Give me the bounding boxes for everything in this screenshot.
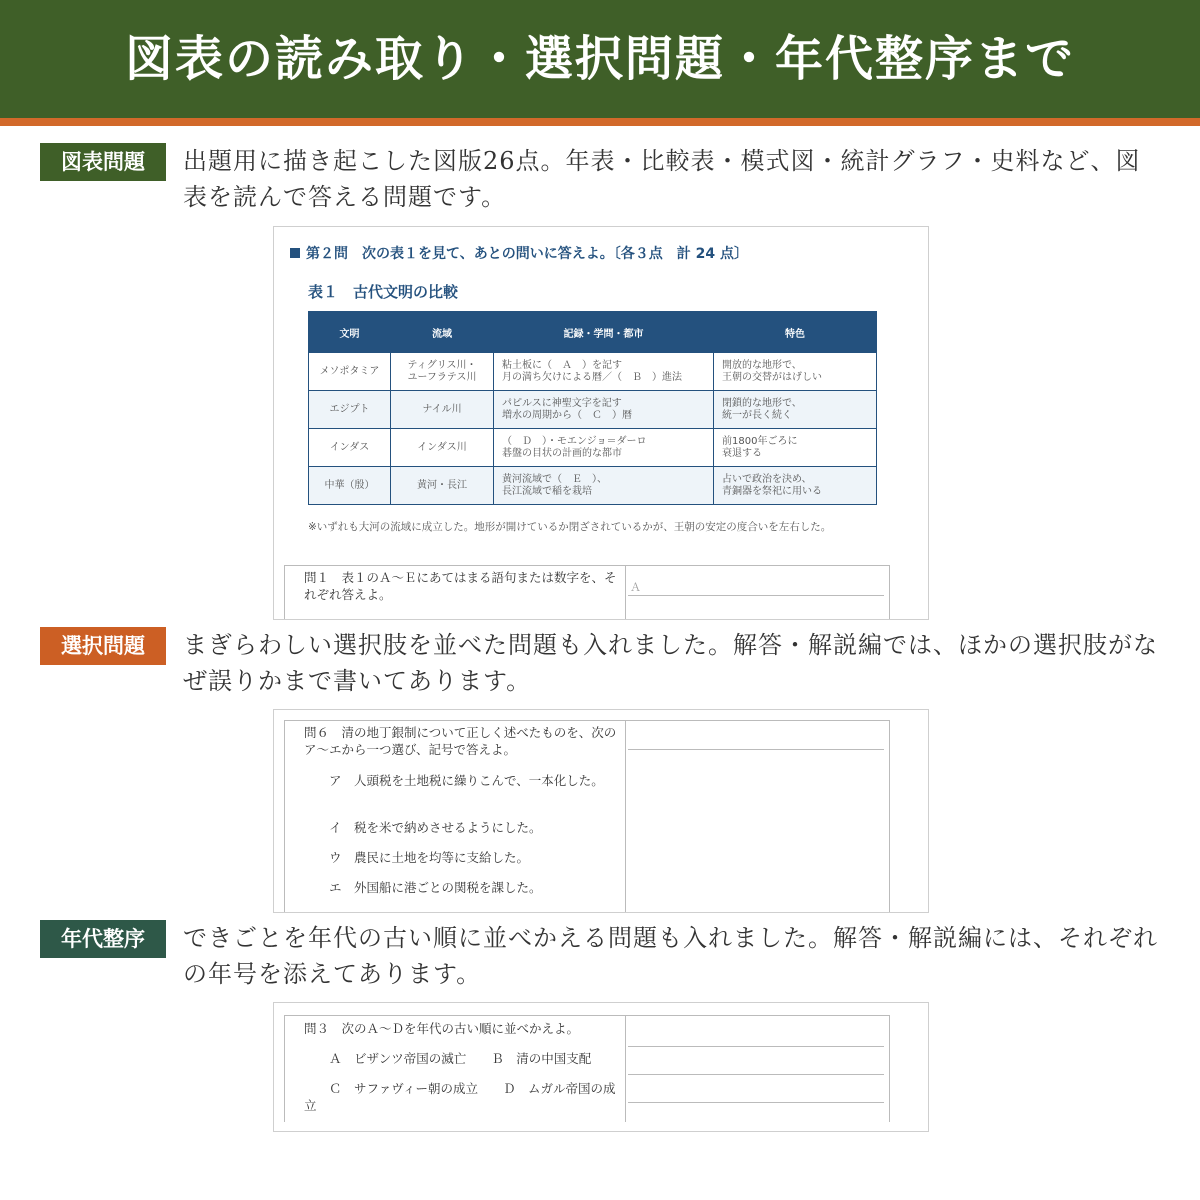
table-row [309,353,877,391]
section-tag-chronology: 年代整序 [40,920,166,958]
question-heading: 第２問 次の表１を見て、あとの問いに答えよ。〔各３点 計 24 点〕 [290,243,748,263]
table-cell: 中華（殷） [309,467,391,505]
column-header: 特色 [714,312,877,353]
sample-choice-question-panel [273,709,929,913]
section-desc-choice: まぎらわしい選択肢を並べた問題も入れました。解答・解説編では、ほかの選択肢がなぜ誤りかまで書いてあります。 [183,631,1158,695]
section-tag-choice: 選択問題 [40,627,166,665]
answer-column-divider [625,566,626,620]
column-header: 記録・学問・都市 [494,312,714,353]
square-bullet-icon [290,248,300,258]
civilization-table [308,311,877,505]
table-caption: 表１ 古代文明の比較 [308,283,459,301]
table-cell: 黄河・長江 [391,467,494,505]
table-cell: インダス [309,429,391,467]
answer-column-divider [625,1016,626,1122]
table-cell: パピルスに神聖文字を記す 増水の周期から（ Ｃ ）暦 [494,391,714,429]
answer-line [628,749,884,750]
chronology-item: Ａ ビザンツ帝国の滅亡 Ｂ 清の中国支配 [304,1051,592,1066]
answer-label: Ａ [630,581,641,594]
choice-option: エ 外国船に港ごとの関税を課した。 [304,880,542,895]
table-cell: 黄河流域で（ Ｅ ）、 長江流域で稲を栽培 [494,467,714,505]
table-cell: 開放的な地形で、 王朝の交替がはげしい [714,353,877,391]
answer-column-divider [625,721,626,913]
sample-chronology-question-panel [273,1002,929,1132]
section-tag-figure: 図表問題 [40,143,166,181]
page-title: 図表の読み取り・選択問題・年代整序まで [124,31,1075,87]
answer-line [628,595,884,596]
question-text: 問１ 表１のＡ～Ｅにあてはまる語句または数字を、それぞれ答えよ。 [304,570,617,602]
table-cell: エジプト [309,391,391,429]
table-cell: （ Ｄ ）・モエンジョ＝ダーロ 碁盤の目状の計画的な都市 [494,429,714,467]
question-text: 問６ 清の地丁銀制について正しく述べたものを、次のア～エから一つ選び、記号で答えよ。 [304,725,617,757]
answer-line [628,1074,884,1075]
table-row [309,467,877,505]
sample-figure-question-panel [273,226,929,620]
chronology-item: Ｃ サファヴィー朝の成立 Ｄ ムガル帝国の成立 [304,1081,616,1113]
choice-option: ウ 農民に土地を均等に支給した。 [304,850,530,865]
question-text: 問３ 次のＡ～Ｄを年代の古い順に並べかえよ。 [304,1021,580,1036]
column-header: 流域 [391,312,494,353]
header-accent-bar [0,118,1200,126]
section-desc-figure: 出題用に描き起こした図版26点。年表・比較表・模式図・統計グラフ・史料など、図表を読んで答える問題です。 [183,147,1141,211]
table-cell: ティグリス川・ ユーフラテス川 [391,353,494,391]
section-desc-chronology: できごとを年代の古い順に並べかえる問題も入れました。解答・解説編には、それぞれの年号を添えてあります。 [183,924,1158,988]
table-cell: 占いで政治を決め、 青銅器を祭祀に用いる [714,467,877,505]
table-footnote: ※いずれも大河の流域に成立した。地形が開けているか閉ざされているかが、王朝の安定の度合いを左右した。 [308,521,832,533]
table-cell: 閉鎖的な地形で、 統一が長く続く [714,391,877,429]
answer-line [628,1046,884,1047]
table-cell: メソポタミア [309,353,391,391]
table-cell: 前1800年ごろに 衰退する [714,429,877,467]
answer-line [628,1102,884,1103]
table-cell: 粘土板に（ Ａ ）を記す 月の満ち欠けによる暦／（ Ｂ ）進法 [494,353,714,391]
table-row [309,429,877,467]
column-header: 文明 [309,312,391,353]
table-row [309,391,877,429]
table-cell: インダス川 [391,429,494,467]
table-cell: ナイル川 [391,391,494,429]
choice-option: ア 人頭税を土地税に繰りこんで、一本化した。 [304,773,604,788]
choice-option: イ 税を米で納めさせるようにした。 [304,820,542,835]
table-header-row [309,312,877,353]
